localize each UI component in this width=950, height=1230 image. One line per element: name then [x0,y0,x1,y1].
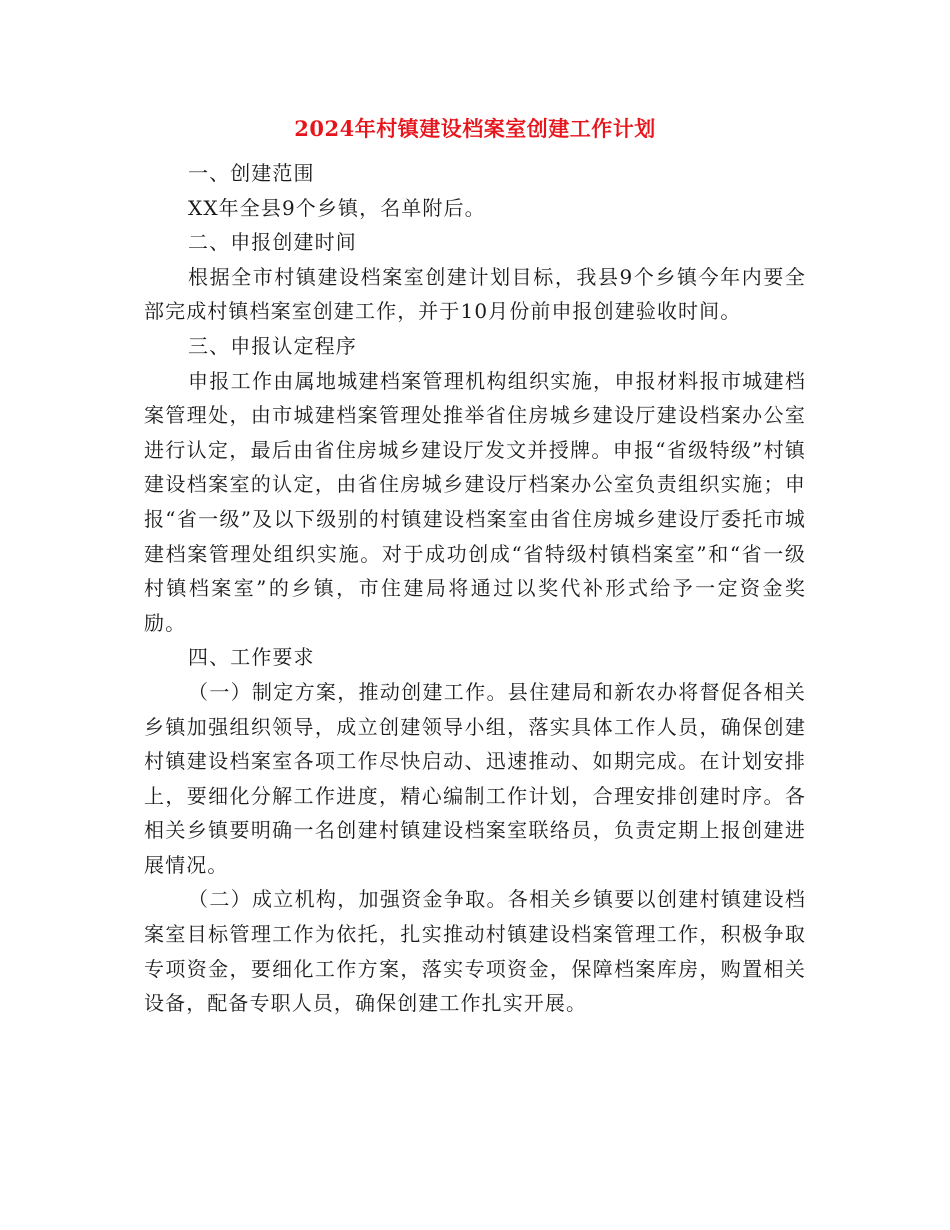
paragraph-scope: XX年全县9个乡镇，名单附后。 [188,195,486,220]
paragraph-requirement-2: （二）成立机构，加强资金争取。各相关乡镇要以创建村镇建设档案室目标管理工作为依托，扎实推动村镇建设档案管理工作，积极争取专项资金，要细化工作方案，落实专项资金，保障档案库房，购置相关设备，配备专职人员，确保创建工作扎实开展。 [144,887,806,1016]
section-heading-time: 二、申报创建时间 [188,230,357,255]
document-title: 2024年村镇建设档案室创建工作计划 [294,116,656,141]
section-heading-procedure: 三、申报认定程序 [188,333,357,358]
document-body [144,156,806,1021]
paragraph-time: 根据全市村镇建设档案室创建计划目标，我县9个乡镇今年内要全部完成村镇档案室创建工作，并于10月份前申报创建验收时间。 [144,264,806,324]
section-heading-requirements: 四、工作要求 [188,645,315,670]
paragraph-procedure: 申报工作由属地城建档案管理机构组织实施，申报材料报市城建档案管理处，由市城建档案管理处推举省住房城乡建设厅建设档案办公室进行认定，最后由省住房城乡建设厅发文并授牌。申报“省级特级”村镇建设档案室的认定，由省住房城乡建设厅档案办公室负责组织实施；申报“省一级”及以下级别的村镇建设档案室由省住房城乡建设厅委托市城建档案管理处组织实施。对于成功创成“省特级村镇档案室”和“省一级村镇档案室”的乡镇，市住建局将通过以奖代补形式给予一定资金奖励。 [144,368,806,635]
paragraph-requirement-1: （一）制定方案，推动创建工作。县住建局和新农办将督促各相关乡镇加强组织领导，成立创建领导小组，落实具体工作人员，确保创建村镇建设档案室各项工作尽快启动、迅速推动、如期完成。在计划安排上，要细化分解工作进度，精心编制工作计划，合理安排创建时序。各相关乡镇要明确一名创建村镇建设档案室联络员，负责定期上报创建进展情况。 [144,679,806,877]
section-heading-scope: 一、创建范围 [188,161,315,185]
